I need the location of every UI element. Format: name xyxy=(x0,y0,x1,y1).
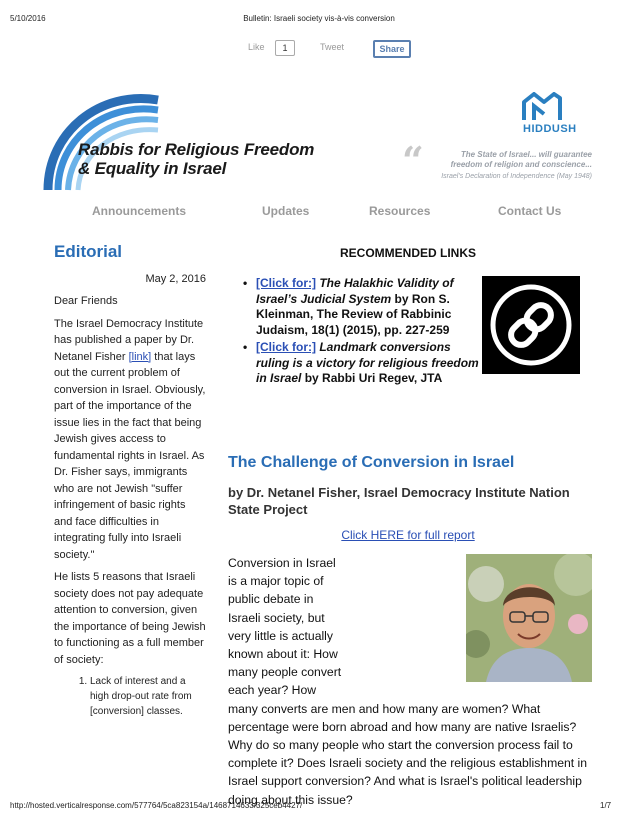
reason-item: 1. Lack of interest and a high drop-out rate from [conversion] classes. xyxy=(90,674,206,719)
editorial-column xyxy=(54,244,206,719)
article-body xyxy=(228,554,592,809)
reasons-list xyxy=(54,674,206,719)
p1-text-before: The Israel Democracy Institute has published a paper by Dr. Netanel Fisher xyxy=(54,317,204,363)
recommended-rest-1: by Ron S. Kleinman, The Review of Rabbinic Judaism, 18(1) (2015), pp. 227-259 xyxy=(256,291,452,337)
share-button[interactable]: Share xyxy=(373,40,411,58)
editorial-heading: Editorial xyxy=(54,242,123,261)
article-byline: by Dr. Netanel Fisher, Israel Democracy Institute Nation State Project xyxy=(228,485,570,517)
print-page-number: 1/7 xyxy=(600,801,612,810)
chain-link-icon xyxy=(482,276,580,374)
recommended-list xyxy=(256,276,486,389)
editorial-paragraph-2: He lists 5 reasons that Israeli society does not pay adequate attention to conversion, given the importance of being Jewish to functioning as a full member of society: xyxy=(54,571,206,666)
print-url: http://hosted.verticalresponse.com/577764/5ca823154a/1468714633/325ceb4427/ xyxy=(10,801,303,810)
like-count: 1 xyxy=(275,40,295,56)
declaration-quote-line2: freedom of religion and conscience... xyxy=(450,160,592,169)
tweet-button[interactable]: Tweet xyxy=(320,42,345,52)
p1-text-after: that lays out the current problem of conversion in Israel. Obviously, part of the importance of the issue lies in the fact that being Jewish gives access to fundamental rights in Israel. As Dr. Fisher says, immigrants who are not Jewish "suffer infringement of basic rights and face difficulties in integrating fully into Israeli society." xyxy=(54,350,206,561)
article-body-text: Conversion in Israel is a major topic of public debate in Israeli society, but very little is actually known about it: How many people convert each year? How many converts are men and how many are women? What percentage were born abroad and how many are native Israelis? Why do so many people who start the conversion process fail to complete it? Does Israeli society and the religious establishment in Israel support conversion? And what is Israel's political leadership doing about this issue? xyxy=(228,556,588,807)
hiddush-logo-icon xyxy=(520,92,564,122)
nav-updates[interactable]: Updates xyxy=(262,204,310,218)
recommended-link-1[interactable]: [Click for:] xyxy=(256,276,316,290)
print-date: 5/10/2016 xyxy=(10,14,46,23)
recommended-heading: RECOMMENDED LINKS xyxy=(339,246,476,260)
nav-resources[interactable]: Resources xyxy=(369,204,431,218)
editorial-greeting: Dear Friends xyxy=(54,295,118,307)
recommended-item xyxy=(256,276,486,338)
nav-announcements[interactable]: Announcements xyxy=(92,204,187,218)
paper-link[interactable]: [link] xyxy=(128,350,152,363)
declaration-quote xyxy=(432,150,592,170)
editorial-date: May 2, 2016 xyxy=(145,272,206,285)
recommended-link-2[interactable]: [Click for:] xyxy=(256,340,316,354)
org-name-line1: Rabbis for Religious Freedom xyxy=(78,140,315,159)
print-title: Bulletin: Israeli society vis-à-vis conversion xyxy=(243,14,395,23)
org-name[interactable] xyxy=(78,140,314,178)
article-title: The Challenge of Conversion in Israel xyxy=(228,454,515,471)
declaration-source: Israel's Declaration of Independence (May 1948) xyxy=(441,173,592,180)
recommended-title-1: The Halakhic Validity of Israel’s Judicial System xyxy=(256,276,454,306)
recommended-rest-2: by Rabbi Uri Regev, JTA xyxy=(301,371,443,385)
nav-contact-us[interactable]: Contact Us xyxy=(498,204,562,218)
quote-mark-icon: “ xyxy=(402,138,424,183)
full-report-link[interactable]: Click HERE for full report xyxy=(341,528,475,542)
org-name-line2: & Equality in Israel xyxy=(78,159,227,178)
recommended-item xyxy=(256,340,486,387)
editorial-paragraph-1 xyxy=(54,316,206,564)
partner-name: HIDDUSH xyxy=(523,123,577,135)
declaration-quote-line1: The State of Israel... will guarantee xyxy=(460,150,592,159)
recommended-title-2: Landmark conversions ruling is a victory for religious freedom in Israel xyxy=(256,340,479,385)
like-button[interactable]: Like xyxy=(248,42,265,52)
